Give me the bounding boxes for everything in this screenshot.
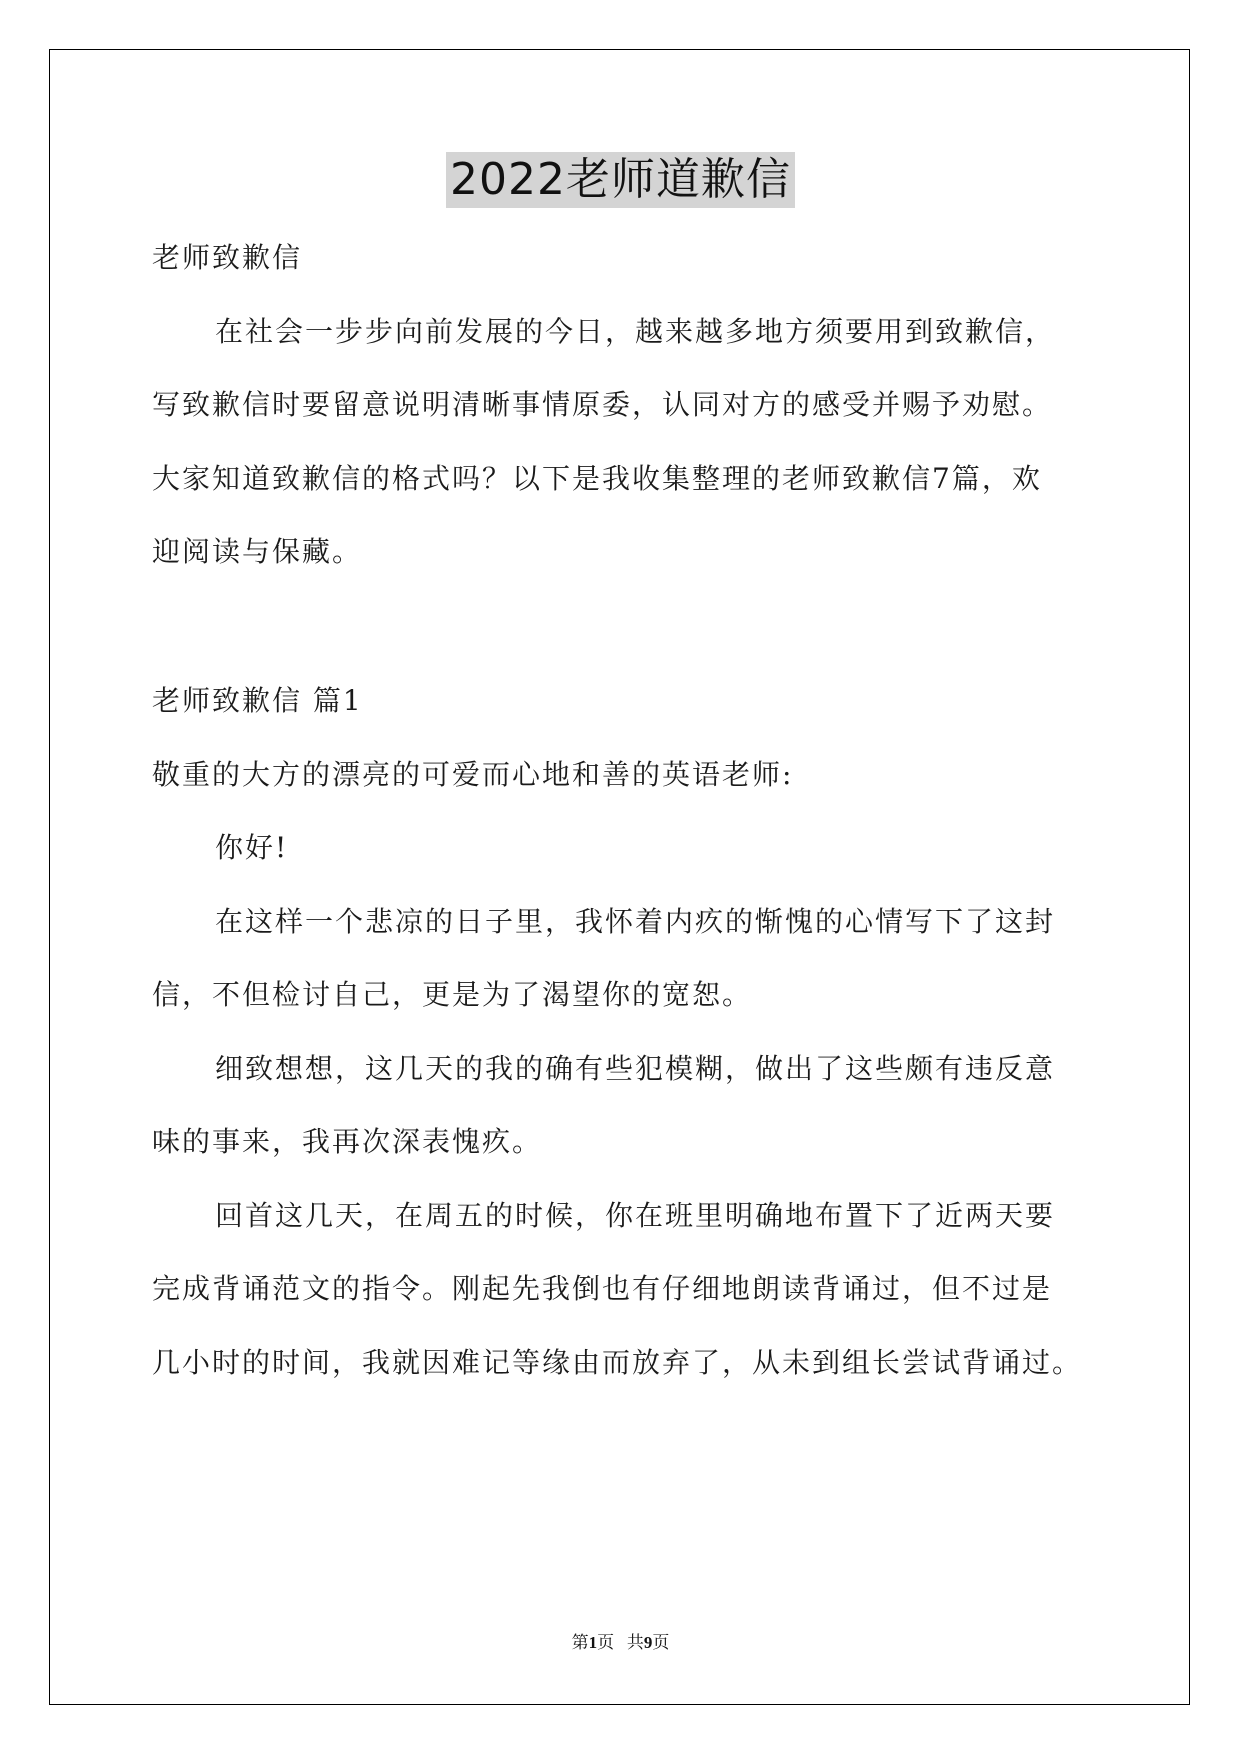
intro-line: 大家知道致歉信的格式吗？以下是我收集整理的老师致歉信7篇，欢 bbox=[152, 462, 1042, 495]
page-footer bbox=[0, 1628, 1241, 1653]
paragraph-line: 回首这几天，在周五的时候，你在班里明确地布置下了近两天要 bbox=[215, 1199, 1056, 1232]
section-title: 老师致歉信 篇1 bbox=[152, 684, 363, 717]
paragraph-line: 完成背诵范文的指令。刚起先我倒也有仔细地朗读背诵过，但不过是 bbox=[152, 1272, 1053, 1305]
footer-total-prefix: 共 bbox=[626, 1633, 644, 1652]
paragraph-line: 细致想想，这几天的我的确有些犯模糊，做出了这些颇有违反意 bbox=[215, 1052, 1056, 1085]
footer-page-prefix: 第 bbox=[571, 1633, 589, 1652]
paragraph-line: 信，不但检讨自己，更是为了渴望你的宽恕。 bbox=[152, 978, 753, 1011]
paragraph-line: 味的事来，我再次深表愧疚。 bbox=[152, 1125, 543, 1158]
intro-line: 在社会一步步向前发展的今日，越来越多地方须要用到致歉信， bbox=[215, 315, 1056, 348]
footer-page-suffix: 页 bbox=[597, 1633, 615, 1652]
footer-page-number: 1 bbox=[588, 1633, 598, 1652]
paragraph-line: 在这样一个悲凉的日子里，我怀着内疚的惭愧的心情写下了这封 bbox=[215, 905, 1056, 938]
intro-line: 写致歉信时要留意说明清晰事情原委，认同对方的感受并赐予劝慰。 bbox=[152, 388, 1053, 421]
paragraph-line: 几小时的时间，我就因难记等缘由而放弃了，从未到组长尝试背诵过。 bbox=[152, 1346, 1083, 1379]
document-title: 2022老师道歉信 bbox=[446, 152, 795, 208]
intro-line: 迎阅读与保藏。 bbox=[152, 535, 363, 568]
salutation: 敬重的大方的漂亮的可爱而心地和善的英语老师: bbox=[152, 758, 794, 791]
footer-total-suffix: 页 bbox=[652, 1633, 670, 1652]
footer-total-number: 9 bbox=[643, 1633, 653, 1652]
title-container bbox=[0, 152, 1241, 208]
page-border bbox=[49, 49, 1190, 1705]
heading: 老师致歉信 bbox=[152, 241, 303, 274]
greeting: 你好! bbox=[215, 831, 289, 864]
